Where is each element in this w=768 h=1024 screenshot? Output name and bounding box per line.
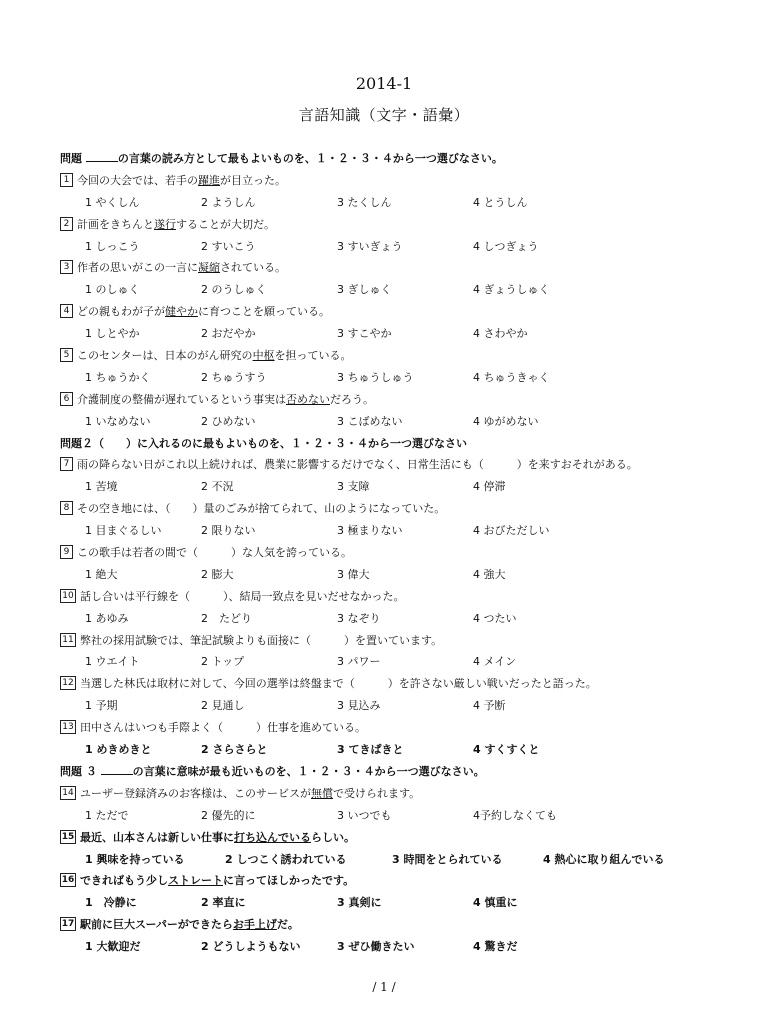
option: 1 絶大 <box>85 567 118 581</box>
option: 1 苦境 <box>85 480 118 494</box>
options-row <box>60 564 710 586</box>
question-number-box: 7 <box>60 457 73 471</box>
option: 3 てきぱきと <box>337 743 404 757</box>
option: 2 見通し <box>201 699 245 713</box>
option: 4 さわやか <box>473 327 528 341</box>
options-row <box>60 936 710 958</box>
option: 3 ぎしゅく <box>337 283 392 297</box>
question-number-box: 5 <box>60 348 73 362</box>
question-number-box: 12 <box>60 676 76 690</box>
underlined-target: 躍進 <box>198 173 220 187</box>
underlined-target: 健やか <box>165 305 198 319</box>
options-row <box>60 192 710 214</box>
underlined-target: 否めない <box>286 392 330 406</box>
option: 1 冷静に <box>85 896 137 910</box>
options-row <box>60 323 710 345</box>
exam-content <box>60 148 710 958</box>
options-row <box>60 608 710 630</box>
underlined-target: 中枢 <box>252 349 275 363</box>
option: 1 しとやか <box>85 327 140 341</box>
option: 4 しつぎょう <box>473 239 539 253</box>
option: 3 たくしん <box>337 195 392 209</box>
option: 3 真剣に <box>337 896 382 910</box>
option: 4 ちゅうきゃく <box>473 370 550 384</box>
option: 2 さらさらと <box>201 743 268 757</box>
option: 1 やくしん <box>85 195 140 209</box>
page-number: / 1 / <box>372 980 396 994</box>
question-number-box: 16 <box>61 875 75 886</box>
option: 2 限りない <box>201 524 256 538</box>
option: 1 めきめきと <box>85 743 152 757</box>
option: 1 興味を持っている <box>85 852 185 866</box>
option: 1 目まぐるしい <box>85 524 162 538</box>
option: 3 すいぎょう <box>337 239 403 253</box>
underlined-target: ストレート <box>168 874 223 888</box>
question-number-box: 2 <box>60 217 73 231</box>
option: 2 すいこう <box>201 239 256 253</box>
options-row <box>60 695 710 717</box>
option: 3 パワー <box>337 655 381 669</box>
question-10: 10 話し合いは平行線を（ ）、結局一致点を見いだせなかった。 <box>60 586 710 608</box>
options-row <box>60 279 710 301</box>
option: 1 大歓迎だ <box>85 940 141 954</box>
option: 3 なぞり <box>337 611 381 625</box>
option: 2 ひめない <box>201 414 256 428</box>
question-4: 4 どの親もわが子が健やかに育つことを願っている。 <box>60 301 710 323</box>
section-3-heading: 問題 ３ の言葉に意味が最も近いものを、１・２・３・４から一つ選びなさい。 <box>60 761 710 783</box>
question-number-box: 6 <box>60 392 73 406</box>
option: 4 慎重に <box>473 896 518 910</box>
question-6: 6 介護制度の整備が遅れているという事実は否めないだろう。 <box>60 389 710 411</box>
question-number-box: 13 <box>60 720 76 734</box>
underlined-target: お手上げ <box>232 918 277 932</box>
exam-subtitle: 言語知識（文字・語彙） <box>298 106 470 124</box>
option: 3 見込み <box>337 699 381 713</box>
underlined-target: 無償 <box>311 786 333 800</box>
question-8: 8 その空き地には、（ ）量のごみが捨てられて、山のようになっていた。 <box>60 498 710 520</box>
question-5: 5 このセンターは、日本のがん研究の中枢を担っている。 <box>60 345 710 367</box>
option: 4 おびただしい <box>473 524 550 538</box>
question-number-box: 15 <box>61 831 75 842</box>
question-number-box: 3 <box>60 260 73 274</box>
option: 4 熱心に取り組んでいる <box>543 852 665 866</box>
option: 4 すくすくと <box>473 743 540 757</box>
question-2: 2 計画をきちんと遂行することが大切だ。 <box>60 214 710 236</box>
option: 1 のしゅく <box>85 283 140 297</box>
question-3: 3 作者の思いがこの一言に凝縮されている。 <box>60 257 710 279</box>
option: 4 ぎょうしゅく <box>473 283 550 297</box>
option: 2 優先的に <box>201 808 256 822</box>
question-9: 9 この歌手は若者の間で（ ）な人気を誇っている。 <box>60 542 710 564</box>
option: 3 こばめない <box>337 414 403 428</box>
option: 4 つたい <box>473 611 517 625</box>
exam-year: 2014-1 <box>355 74 413 93</box>
blank-underline <box>101 762 133 775</box>
options-row <box>60 651 710 673</box>
options-row <box>60 476 710 498</box>
option: 4 とうしん <box>473 195 528 209</box>
question-17: 17 駅前に巨大スーパーができたらお手上げだ。 <box>61 918 299 932</box>
option: 1 しっこう <box>85 239 140 253</box>
option: 3 極まりない <box>337 524 403 538</box>
question-number-box: 4 <box>60 304 73 318</box>
option: 4 停滞 <box>473 480 506 494</box>
option: 4 驚きだ <box>473 940 518 954</box>
underlined-target: 凝縮 <box>198 261 220 275</box>
option: 2 率直に <box>201 896 246 910</box>
option: 2 ようしん <box>201 195 256 209</box>
question-number-box: 9 <box>60 545 73 559</box>
question-number-box: 14 <box>60 786 76 800</box>
option: 3 支障 <box>337 480 370 494</box>
options-row <box>60 367 710 389</box>
option: 2 のうしゅく <box>201 283 267 297</box>
options-row <box>60 805 710 827</box>
question-12: 12 当選した林氏は取材に対して、今回の選挙は終盤まで（ ）を許さない厳しい戦いだったと語った。 <box>60 673 710 695</box>
option: 2 たどり <box>201 611 252 625</box>
option: 3 すこやか <box>337 327 392 341</box>
question-15: 15 最近、山本さんは新しい仕事に打ち込んでいるらしい。 <box>61 830 355 844</box>
options-row <box>60 236 710 258</box>
option: 3 偉大 <box>337 567 370 581</box>
option: 1 ちゅうかく <box>85 370 151 384</box>
option: 3 時間をとられている <box>392 852 503 866</box>
option: 2 しつこく誘われている <box>225 852 347 866</box>
underlined-target: 打ち込んでいる <box>234 830 311 844</box>
section-1-heading: 問題 の言葉の読み方として最もよいものを、１・２・３・４から一つ選びなさい。 <box>60 148 710 170</box>
option: 2 膨大 <box>201 567 234 581</box>
option: 4予約しなくても <box>473 808 557 822</box>
option: 2 不況 <box>201 480 234 494</box>
question-14: 14 ユーザー登録済みのお客様は、このサービスが無償で受けられます。 <box>60 783 710 805</box>
question-7: 7 雨の降らない日がこれ以上続ければ、農業に影響するだけでなく、日常生活にも（ ）を来すおそれがある。 <box>60 454 710 476</box>
question-16: 16 できればもう少しストレートに言ってほしかったです。 <box>61 874 355 888</box>
question-number-box: 8 <box>60 501 73 515</box>
option: 3 ぜひ働きたい <box>337 940 415 954</box>
options-row <box>60 739 710 761</box>
option: 1 いなめない <box>85 414 151 428</box>
option: 2 トップ <box>201 655 245 669</box>
question-number-box: 17 <box>61 919 75 930</box>
underlined-target: 遂行 <box>154 217 176 231</box>
options-row <box>60 520 710 542</box>
option: 3 ちゅうしゅう <box>337 370 414 384</box>
option: 2 ちゅうすう <box>201 370 267 384</box>
option: 2 どうしようもない <box>201 940 301 954</box>
option: 1 あゆみ <box>85 611 129 625</box>
question-11: 11 弊社の採用試験では、筆記試験よりも面接に（ ）を置いています。 <box>60 630 710 652</box>
option: 4 強大 <box>473 567 506 581</box>
option: 4 メイン <box>473 655 517 669</box>
question-13: 13 田中さんはいつも手際よく（ ）仕事を進めている。 <box>60 717 710 739</box>
option: 1 ウエイト <box>85 655 140 669</box>
question-number-box: 11 <box>60 633 76 647</box>
options-row <box>60 892 710 914</box>
question-1: 1 今回の大会では、若手の躍進が目立った。 <box>60 170 710 192</box>
option: 1 予期 <box>85 699 118 713</box>
option: 4 予断 <box>473 699 506 713</box>
options-row <box>60 411 710 433</box>
option: 2 おだやか <box>201 327 256 341</box>
question-number-box: 10 <box>60 589 76 603</box>
blank-underline <box>86 149 118 162</box>
option: 3 いつでも <box>337 808 392 822</box>
option: 1 ただで <box>85 808 129 822</box>
options-row <box>60 849 710 871</box>
section-2-heading: 問題２（ ）に入れるのに最もよいものを、１・２・３・４から一つ選びなさい <box>60 436 467 450</box>
option: 4 ゆがめない <box>473 414 539 428</box>
question-number-box: 1 <box>60 173 73 187</box>
